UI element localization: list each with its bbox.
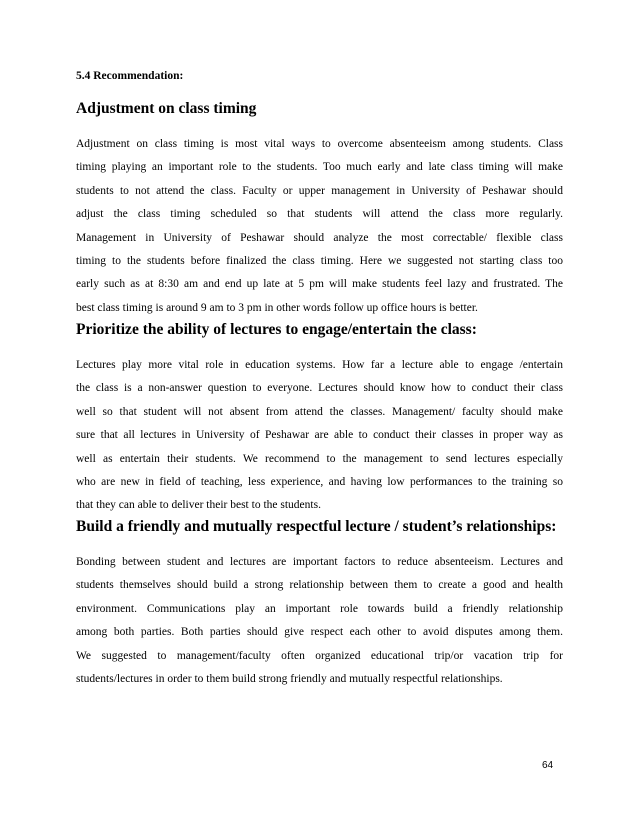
heading-build-relationships: Build a friendly and mutually respectful lecture / student’s relationships: <box>76 518 557 535</box>
paragraph-line: adjust the class timing scheduled so that students will attend the class more regularly. <box>76 208 563 221</box>
paragraph-build-relationships <box>76 551 563 691</box>
paragraph-line: best class timing is around 9 am to 3 pm in other words follow up office hours is better. <box>76 301 478 314</box>
heading-adjustment-class-timing: Adjustment on class timing <box>76 100 257 117</box>
paragraph-line: well as entertain their students. We recommend to the management to send lectures especially <box>76 452 563 465</box>
section-number: 5.4 Recommendation: <box>76 70 184 82</box>
paragraph-line: the class is a non-answer question to everyone. Lectures should know how to conduct their class <box>76 382 563 395</box>
paragraph-line: well so that student will not absent from attend the classes. Management/ faculty should make <box>76 405 563 418</box>
paragraph-line: that they can able to deliver their best to the students. <box>76 499 321 512</box>
paragraph-line: Adjustment on class timing is most vital ways to overcome absenteeism among students. Class <box>76 138 563 150</box>
paragraph-line: Lectures play more vital role in education systems. How far a lecture able to engage /entertain <box>76 359 563 371</box>
paragraph-line: We suggested to management/faculty often organized educational trip/or vacation trip for <box>76 649 563 662</box>
paragraph-line: students/lectures in order to them build strong friendly and mutually respectful relationships. <box>76 673 503 686</box>
paragraph-line: sure that all lectures in University of Peshawar are able to conduct their classes in proper way as <box>76 429 563 442</box>
paragraph-line: timing playing an important role to the students. Too much early and late class timing will make <box>76 161 563 174</box>
paragraph-line: who are new in field of teaching, less experience, and having low performances to the training so <box>76 476 563 489</box>
paragraph-adjustment-class-timing <box>76 133 563 320</box>
paragraph-line: Management in University of Peshawar should analyze the most correctable/ flexible class <box>76 231 563 244</box>
paragraph-line: environment. Communications play an important role towards build a friendly relationship <box>76 602 563 615</box>
paragraph-line: early such as at 8:30 am and end up late at 5 pm will make students feel lazy and frustrated. The <box>76 278 563 291</box>
paragraph-line: timing to the students before finalized the class timing. Here we suggested not starting class too <box>76 255 563 268</box>
heading-prioritize-lectures: Prioritize the ability of lectures to engage/entertain the class: <box>76 321 477 338</box>
paragraph-line: students to not attend the class. Faculty or upper management in University of Peshawar should <box>76 184 563 197</box>
page-number: 64 <box>542 760 554 771</box>
paragraph-line: Bonding between student and lectures are important factors to reduce absenteeism. Lectures and <box>76 556 563 568</box>
paragraph-prioritize-lectures <box>76 354 563 518</box>
paragraph-line: students themselves should build a strong relationship between them to create a good and health <box>76 579 563 592</box>
paragraph-line: among both parties. Both parties should give respect each other to avoid disputes among them. <box>76 626 563 639</box>
